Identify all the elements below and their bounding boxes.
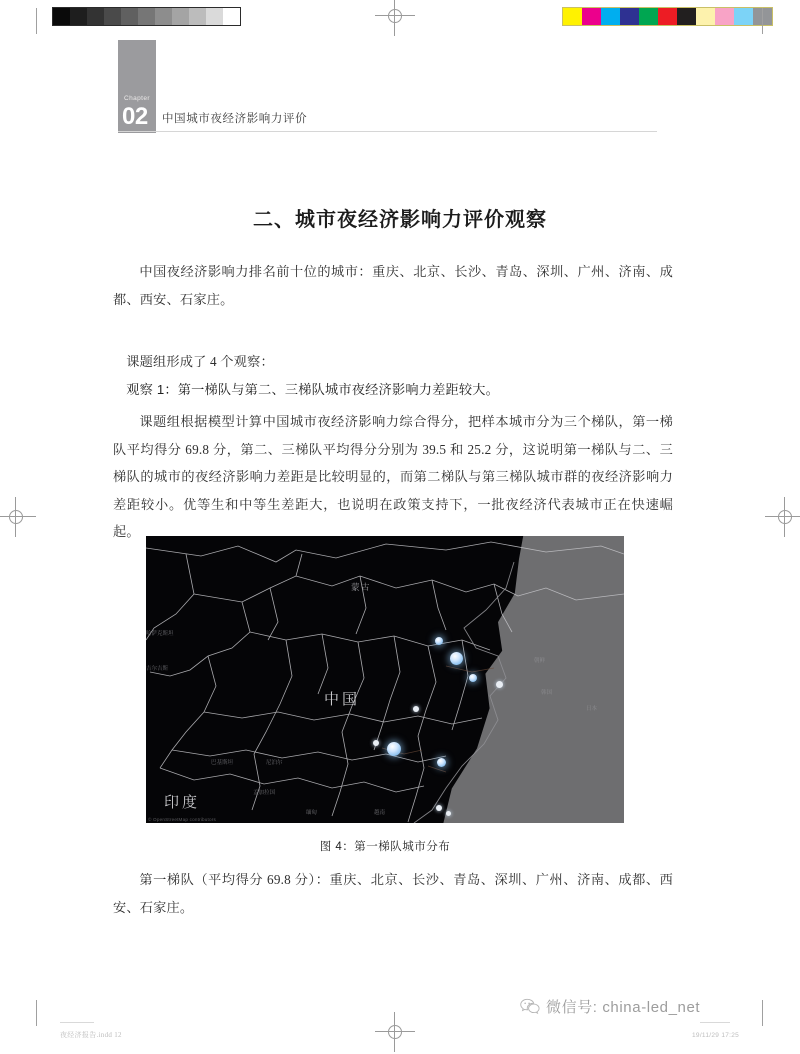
crop-mark — [36, 8, 37, 34]
map-borders — [146, 536, 624, 823]
print-slug-timestamp: 19/11/29 17:25 — [692, 1032, 740, 1039]
observation-1-heading: 观察 1：第一梯队与第二、三梯队城市夜经济影响力差距较大。 — [126, 382, 500, 397]
crop-mark — [36, 1000, 37, 1026]
registration-target-icon — [765, 497, 800, 537]
observation-1-body: 课题组根据模型计算中国城市夜经济影响力综合得分，把样本城市分为三个梯队，第一梯队平均得分 69.8 分，第二、三梯队平均得分分别为 39.5 和 25.2 分，这说明第一梯队与二、三梯队的城市的夜经济影响力差距是比较明显的，而第二梯队与第三梯队城市群的夜经济影响力差距较小。优等生和中等生差距大，也说明在政策支持下，一批夜经济代表城市正在快速崛起。 — [113, 414, 673, 539]
running-head-title: 中国城市夜经济影响力评价 — [162, 113, 308, 125]
section-title: 二、城市夜经济影响力评价观察 — [253, 209, 547, 231]
map-city-dot — [436, 805, 442, 811]
map-label-north-korea: 朝鲜 — [534, 658, 546, 664]
chapter-tab — [118, 40, 156, 133]
map-label-vietnam: 越南 — [374, 810, 386, 816]
map-label-japan: 日本 — [586, 706, 598, 712]
grayscale-calibration-wedge — [52, 7, 241, 26]
tier1-city-list: 第一梯队（平均得分 69.8 分）：重庆、北京、长沙、青岛、深圳、广州、济南、成都、西安、石家庄。 — [113, 872, 673, 915]
map-city-dot — [435, 637, 443, 645]
map-city-dot — [496, 681, 503, 688]
slug-rule-right — [700, 1022, 730, 1023]
wechat-icon — [520, 998, 540, 1015]
running-head-rule — [118, 131, 657, 132]
map-label-nepal: 尼泊尔 — [266, 760, 283, 766]
chapter-number: 02 — [122, 103, 148, 130]
crop-mark — [762, 1000, 763, 1026]
registration-target-icon — [0, 497, 36, 537]
map-city-dot — [413, 706, 419, 712]
map-label-mongolia: 蒙古 — [351, 582, 372, 592]
registration-target-icon — [375, 1012, 415, 1052]
wechat-watermark — [520, 996, 700, 1017]
map-label-myanmar: 缅甸 — [306, 810, 318, 816]
color-calibration-bar — [562, 7, 773, 26]
crop-mark — [762, 8, 763, 34]
chapter-word-label: Chapter — [124, 95, 150, 102]
map-city-dot — [373, 740, 379, 746]
map-city-dot — [450, 652, 463, 665]
print-slug-filename: 夜经济报告.indd 12 — [60, 1031, 122, 1039]
lead-paragraph: 课题组形成了 4 个观察： — [126, 354, 274, 369]
map-label-south-korea: 韩国 — [541, 690, 553, 696]
map-city-dot — [469, 674, 477, 682]
wechat-id-text: 微信号: china-led_net — [546, 999, 701, 1016]
figure-caption: 图 4：第一梯队城市分布 — [319, 841, 451, 853]
map-label-kazakhstan: 哈萨克斯坦 — [146, 631, 174, 637]
slug-rule-left — [60, 1022, 94, 1023]
intro-paragraph: 中国夜经济影响力排名前十位的城市：重庆、北京、长沙、青岛、深圳、广州、济南、成都、西安、石家庄。 — [113, 264, 673, 307]
registration-target-icon — [375, 0, 415, 36]
map-label-india: 印度 — [164, 794, 201, 811]
map-label-kyrgyzstan: 吉尔吉斯 — [146, 666, 169, 672]
map-city-dot — [446, 811, 451, 816]
map-label-bangladesh: 孟加拉国 — [253, 790, 276, 796]
figure-map-tier1-cities — [146, 536, 624, 823]
map-label-pakistan: 巴基斯坦 — [211, 760, 234, 766]
map-city-dot — [387, 742, 401, 756]
map-city-dot — [437, 758, 446, 767]
map-label-china: 中国 — [324, 691, 361, 708]
map-attribution: © OpenStreetMap contributors — [148, 817, 216, 822]
